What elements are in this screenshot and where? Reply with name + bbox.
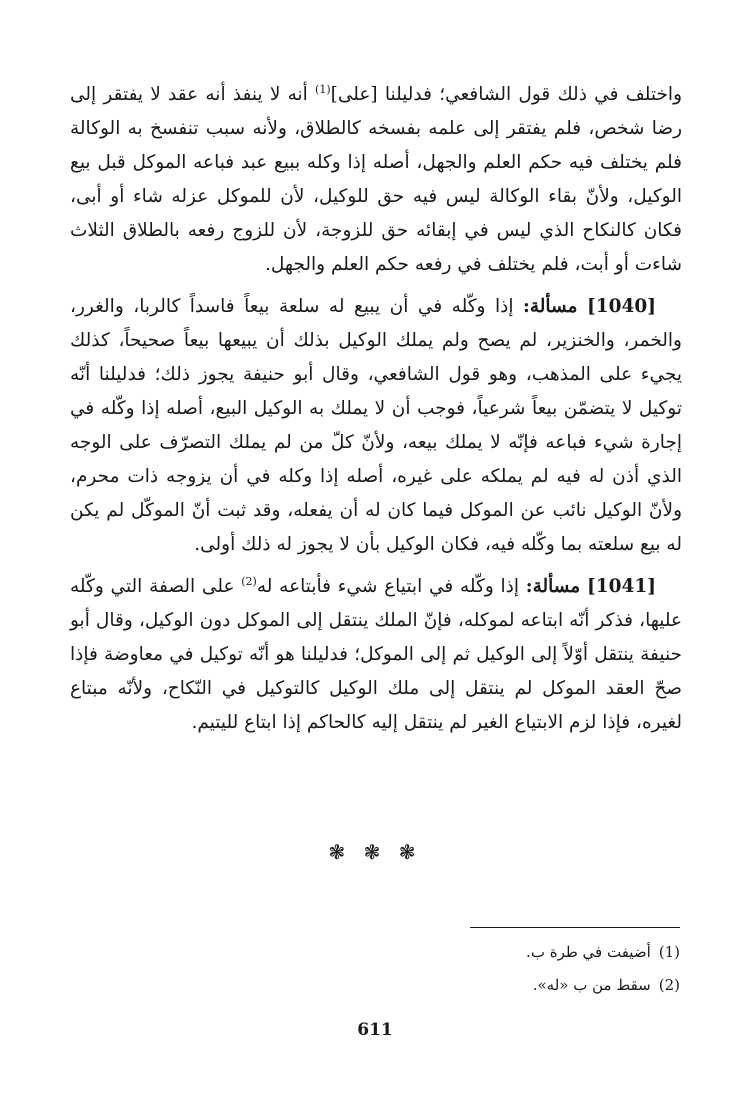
issue-label: مسألة: [523, 296, 578, 317]
footnote [80, 936, 680, 969]
footnote [80, 969, 680, 1002]
footnote-ref: (2) [241, 574, 257, 588]
main-text [70, 78, 682, 748]
footnote-text: سقط من ب «له». [532, 976, 651, 994]
paragraph-text: إذا وكّله في ابتياع شيء فأبتاعه له [256, 576, 526, 597]
footnote-divider [470, 927, 680, 928]
footnote-number: (2) [658, 976, 680, 994]
footnote-number: (1) [658, 943, 680, 961]
paragraph-text: واختلف في ذلك قول الشافعي؛ فدليلنا [على] [330, 84, 682, 105]
paragraph-text: إذا وكّله في أن يبيع له سلعة بيعاً فاسداً كالربا، والغرر، والخمر، والخنزير، لم يصح ولم يملك الوكيل بذلك أن يبيعها بيعاً صحيحاً، كذلك يجيء على المذهب، وهو قول الشافعي، وقال أبو حنيفة يجوز ذلك؛ فدليلنا أنّه توكيل لا يتضمّن بيعاً شرعياً، فوجب أن لا يملك به الوكيل البيع، أصله إذا وكّله في إجارة شيء فباعه فإنّه لا يملك بيعه، ولأنّ كلّ من لم يملك التصرّف على الوجه الذي أذن له فيه لم يملكه على غيره، أصله إذا وكله في أن يزوجه ذات محرم، ولأنّ الوكيل نائب عن الموكل فيما كان له أن يفعله، وقد ثبت أنّ الموكّل لم يكن له بيع سلعته بما وكّله فيه، فكان الوكيل بأن لا يجوز له ذلك أولى. [70, 296, 682, 555]
issue-1040 [70, 290, 682, 562]
footnotes [80, 936, 680, 1002]
paragraph-continuation [70, 78, 682, 282]
issue-1041 [70, 570, 682, 740]
page-number: 611 [357, 1020, 393, 1040]
footnote-text: أضيفت في طرة ب. [526, 943, 651, 961]
paragraph-text: على الصفة التي وكّله عليها، فذكر أنّه ابتاعه لموكله، فإنّ الملك ينتقل إلى الموكل دون الوكيل، وقال أبو حنيفة ينتقل أوّلاً إلى الوكيل ثم إلى الموكل؛ فدليلنا هو أنّه توكيل في معاوضة فإذا صحّ العقد الموكل لم ينتقل إلى ملك الوكيل كالتوكيل في النّكاح، ولأنّه مبتاع لغيره، فإذا لزم الابتياع الغير لم ينتقل إليه كالحاكم إذا ابتاع لليتيم. [70, 576, 682, 733]
section-ornament: ❃ ❃ ❃ [328, 840, 422, 864]
issue-number: [1041] [586, 576, 657, 597]
issue-label: مسألة: [525, 576, 581, 597]
paragraph-text: أنه لا ينفذ أنه عقد لا يفتقر إلى رضا شخص، فلم يفتقر إلى علمه بفسخه كالطلاق، ولأنه سبب تنفسخ به الوكالة فلم يختلف فيه حكم العلم والجهل، أصله إذا وكله ببيع عبد فباعه الموكل قبل بيع الوكيل، ولأنّ بقاء الوكالة ليس فيه حق للوكيل، لأن للموكل عزله شاء أو أبى، فكان كالنكاح الذي ليس في إبقائه حق للزوجة، لأن للزوج رفعه بالطلاق الثلاث شاءت أو أبت، فلم يختلف في رفعه حكم العلم والجهل. [70, 84, 682, 275]
footnote-ref: (1) [315, 82, 331, 96]
issue-number: [1040] [586, 296, 656, 317]
